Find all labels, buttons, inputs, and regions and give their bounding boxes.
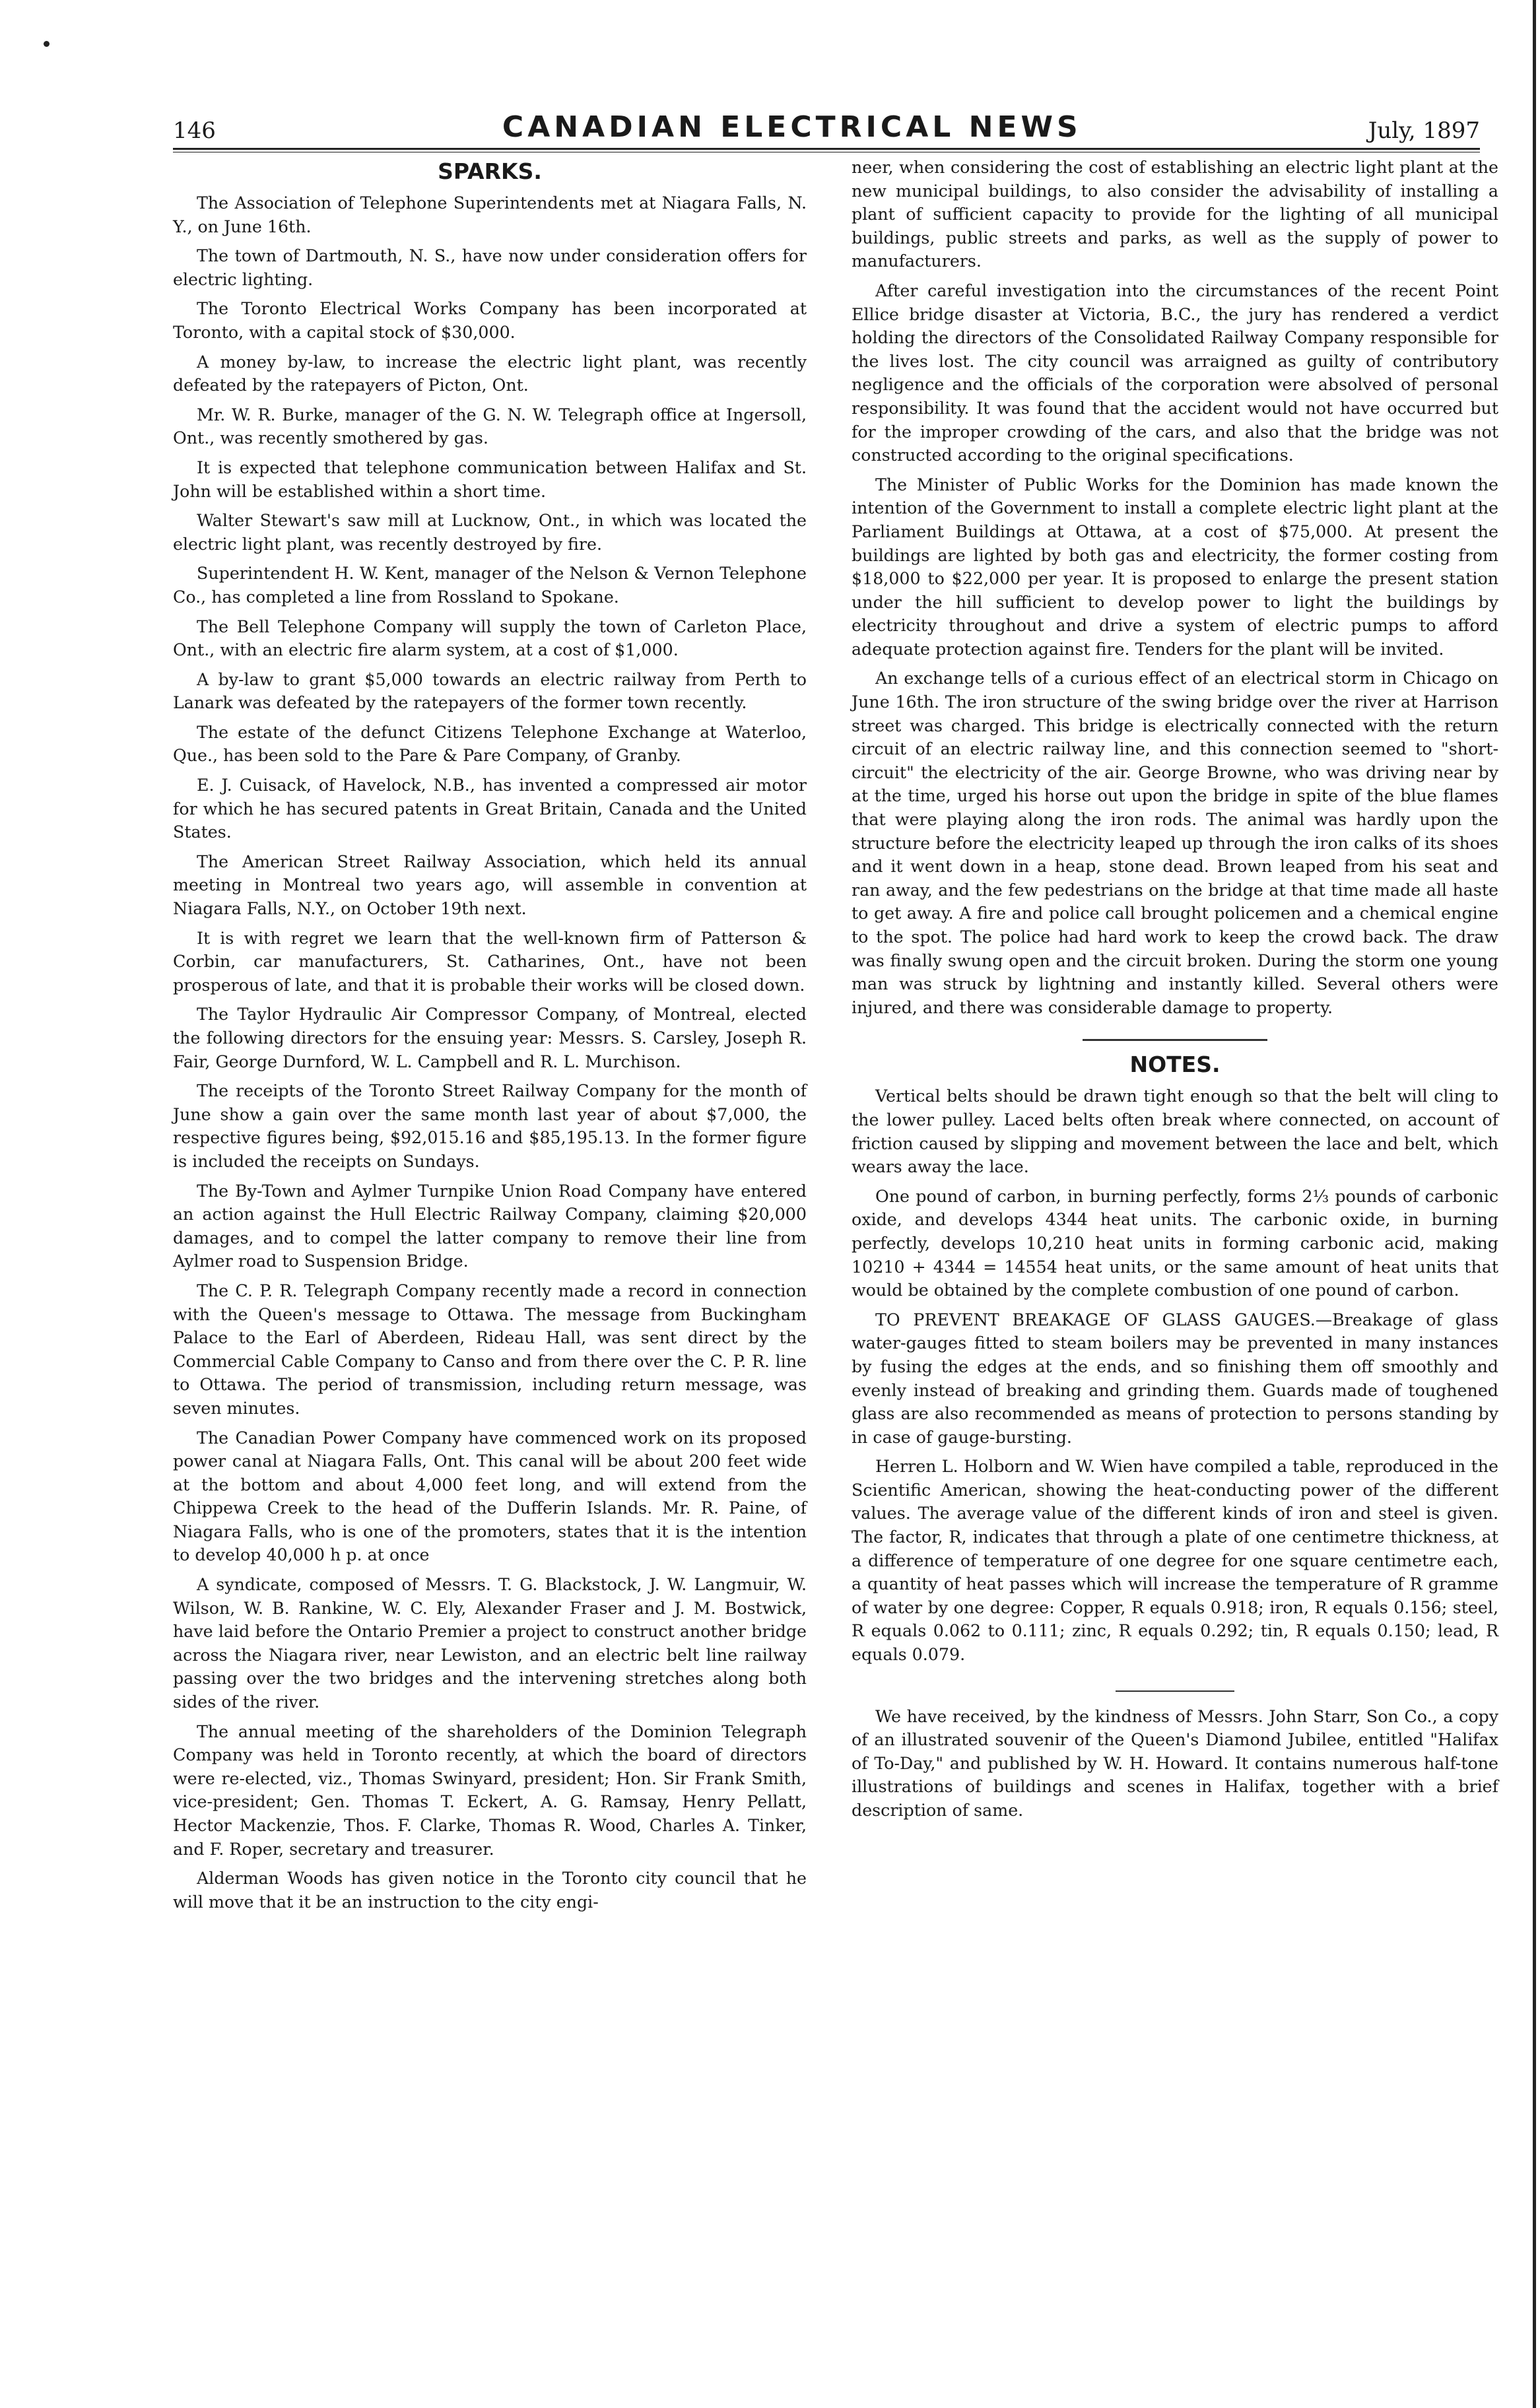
article-paragraph: The American Street Railway Association, which held its annual meeting in Montreal two years ago, will assemble in convention at Niagara Falls, N.Y., on October 19th next. (173, 852, 807, 919)
article-paragraph: The Bell Telephone Company will supply the town of Carleton Place, Ont., with an electric fire alarm system, at a cost of $1,000. (173, 617, 807, 660)
article-paragraph: The Toronto Electrical Works Company has been incorporated at Toronto, with a capital stock of $30,000. (173, 299, 807, 342)
issue-date: July, 1897 (1368, 117, 1480, 144)
article-paragraph: A by-law to grant $5,000 towards an electric railway from Perth to Lanark was defeated by the ratepayers of the former town recently. (173, 669, 807, 713)
section-divider-short (1116, 1690, 1234, 1692)
article-paragraph: The Taylor Hydraulic Air Compressor Company, of Montreal, elected the following directors for the ensuing year: Messrs. S. Carsley, Joseph R. Fair, George Durnford, W. L. Campbell and R. L. Murchison. (173, 1005, 807, 1071)
article-paragraph: E. J. Cuisack, of Havelock, N.B., has invented a compressed air motor for which he has secured patents in Great Britain, Canada and the United States. (173, 776, 807, 842)
article-paragraph: Alderman Woods has given notice in the Toronto city council that he will move that it be an instruction to the city engi- (173, 1869, 807, 1912)
page-edge-line (1533, 0, 1536, 2408)
article-paragraph: The C. P. R. Telegraph Company recently made a record in connection with the Queen's message to Ottawa. The message from Buckingham Palace to the Earl of Aberdeen, Rideau Hall, was sent direct by the Commercial Cable Company to Canso and from there over the C. P. R. line to Ottawa. The period of transmission, including return message, was seven minutes. (173, 1281, 807, 1418)
article-paragraph: The receipts of the Toronto Street Railway Company for the month of June show a gain over the same month last year of about $7,000, the respective figures being, $92,015.16 and $85,195.13. In the former figure is included the receipts on Sundays. (173, 1081, 807, 1171)
article-paragraph: Walter Stewart's saw mill at Lucknow, Ont., in which was located the electric light plant, was recently destroyed by fire. (173, 511, 807, 554)
note-paragraph: Herren L. Holborn and W. Wien have compiled a table, reproduced in the Scientific American, showing the heat-conducting power of the different values. The average value of the different kinds of iron and steel is given. The factor, R, indicates that through a plate of one centimetre thickness, at a difference of temperature of one degree for one square centimetre each, a quantity of heat passes which will increase the temperature of R gramme of water by one degree: Copper, R equals 0.918; iron, R equals 0.156; steel, R equals 0.062 to 0.111; zinc, R equals 0.292; tin, R equals 0.150; lead, R equals 0.079. (852, 1457, 1498, 1665)
article-paragraph: The Minister of Public Works for the Dominion has made known the intention of the Government to install a complete electric light plant at the Parliament Buildings at Ottawa, at a cost of $75,000. At present the buildings are lighted by both gas and electricity, the former costing from $18,000 to $22,000 per year. It is proposed to enlarge the present station under the hill sufficient to develop power to light the buildings by electricity throughout and drive a system of electric pumps to afford adequate protection against fire. Tenders for the plant will be invited. (852, 475, 1498, 659)
article-paragraph: After careful investigation into the circumstances of the recent Point Ellice bridge disaster at Victoria, B.C., the jury has rendered a verdict holding the directors of the Consolidated Railway Company responsible for the lives lost. The city council was arraigned as guilty of contributory negligence and the officials of the corporation were absolved of personal responsibility. It was found that the accident would not have occurred but for the improper crowding of the cars, and also that the bridge was not constructed according to the original specifications. (852, 281, 1498, 465)
article-paragraph: The estate of the defunct Citizens Telephone Exchange at Waterloo, Que., has been sold to the Pare & Pare Company, of Granby. (173, 722, 807, 766)
notes-heading: NOTES. (1129, 1052, 1221, 1078)
left-column (173, 156, 807, 1920)
page-number: 146 (173, 117, 216, 144)
ink-dot (44, 41, 50, 47)
note-paragraph: TO PREVENT BREAKAGE OF GLASS GAUGES.—Breakage of glass water-gauges fitted to steam boilers may be prevented in many instances by fusing the edges at the ends, and so finishing them off smoothly and evenly instead of breaking and grinding them. Guards made of toughened glass are also recommended as means of protection to persons standing by in case of gauge-bursting. (852, 1310, 1498, 1447)
sparks-heading: SPARKS. (438, 158, 542, 184)
continued-paragraph: neer, when considering the cost of establishing an electric light plant at the new municipal buildings, to also consider the advisability of installing a plant of sufficient capacity to provide for the lighting of all municipal buildings, public streets and parks, as well as the supply of power to manufacturers. (852, 158, 1498, 271)
article-paragraph: The Canadian Power Company have commenced work on its proposed power canal at Niagara Falls, Ont. This canal will be about 200 feet wide at the bottom and about 4,000 feet long, and will extend from the Chippewa Creek to the head of the Dufferin Islands. Mr. R. Paine, of Niagara Falls, who is one of the promoters, states that it is the intention to develop 40,000 h p. at once (173, 1428, 807, 1565)
article-paragraph: The Association of Telephone Superintendents met at Niagara Falls, N. Y., on June 16th. (173, 193, 807, 236)
right-column (852, 156, 1498, 1828)
article-paragraph: Mr. W. R. Burke, manager of the G. N. W. Telegraph office at Ingersoll, Ont., was recently smothered by gas. (173, 405, 807, 448)
article-paragraph: The By-Town and Aylmer Turnpike Union Road Company have entered an action against the Hull Electric Railway Company, claiming $20,000 damages, and to compel the latter company to remove their line from Aylmer road to Suspension Bridge. (173, 1181, 807, 1271)
article-paragraph: It is with regret we learn that the well-known firm of Patterson & Corbin, car manufacturers, St. Catharines, Ont., have not been prosperous of late, and that it is probable their works will be closed down. (173, 928, 807, 995)
article-paragraph: A syndicate, composed of Messrs. T. G. Blackstock, J. W. Langmuir, W. Wilson, W. B. Rankine, W. C. Ely, Alexander Fraser and J. M. Bostwick, have laid before the Ontario Premier a project to construct another bridge across the Niagara river, near Lewiston, and an electric belt line railway passing over the two bridges and the intervening stretches along both sides of the river. (173, 1575, 807, 1712)
note-paragraph: One pound of carbon, in burning perfectly, forms 2⅓ pounds of carbonic oxide, and develops 4344 heat units. The carbonic oxide, in burning perfectly, develops 10,210 heat units in forming carbonic acid, making 10210 + 4344 = 14554 heat units, or the same amount of heat units that would be obtained by the complete combustion of one pound of carbon. (852, 1186, 1498, 1300)
article-paragraph: An exchange tells of a curious effect of an electrical storm in Chicago on June 16th. The iron structure of the swing bridge over the river at Harrison street was charged. This bridge is electrically connected with the return circuit of an electric railway line, and this connection seemed to "short-circuit" the electricity of the air. George Browne, who was driving near by at the time, urged his horse out upon the bridge in spite of the blue flames that were playing along the iron rods. The animal was hardly upon the structure before the electricity leaped up through the iron calks of its shoes and it went down in a heap, stone dead. Brown leaped from his seat and ran away, and the few pedestrians on the bridge at that time made all haste to get away. A fire and police call brought policemen and a chemical engine to the spot. The police had hard work to keep the crowd back. The draw was finally swung open and the circuit broken. During the storm one young man was struck by lightning and instantly killed. Several others were injured, and there was considerable damage to property. (852, 669, 1498, 1017)
closing-paragraph: We have received, by the kindness of Messrs. John Starr, Son Co., a copy of an illustrated souvenir of the Queen's Diamond Jubilee, entitled "Halifax of To-Day," and published by W. H. Howard. It contains numerous half-tone illustrations of buildings and scenes in Halifax, together with a brief description of same. (852, 1706, 1498, 1820)
header-rule (173, 148, 1480, 150)
page-header (173, 98, 1480, 144)
article-paragraph: It is expected that telephone communication between Halifax and St. John will be established within a short time. (173, 457, 807, 501)
article-paragraph: The town of Dartmouth, N. S., have now under consideration offers for electric lighting. (173, 246, 807, 289)
masthead-title: CANADIAN ELECTRICAL NEWS (502, 110, 1082, 144)
section-divider (1083, 1039, 1267, 1041)
note-paragraph: Vertical belts should be drawn tight enough so that the belt will cling to the lower pulley. Laced belts often break where connected, on account of friction caused by slipping and movement between the lace and belt, which wears away the lace. (852, 1087, 1498, 1177)
article-paragraph: A money by-law, to increase the electric light plant, was recently defeated by the ratepayers of Picton, Ont. (173, 352, 807, 395)
article-paragraph: The annual meeting of the shareholders of the Dominion Telegraph Company was held in Toronto recently, at which the board of directors were re-elected, viz., Thomas Swinyard, president; Hon. Sir Frank Smith, vice-president; Gen. Thomas T. Eckert, A. G. Ramsay, Henry Pellatt, Hector Mackenzie, Thos. F. Clarke, Thomas R. Wood, Charles A. Tinker, and F. Roper, secretary and treasurer. (173, 1722, 807, 1859)
article-paragraph: Superintendent H. W. Kent, manager of the Nelson & Vernon Telephone Co., has completed a line from Rossland to Spokane. (173, 564, 807, 607)
